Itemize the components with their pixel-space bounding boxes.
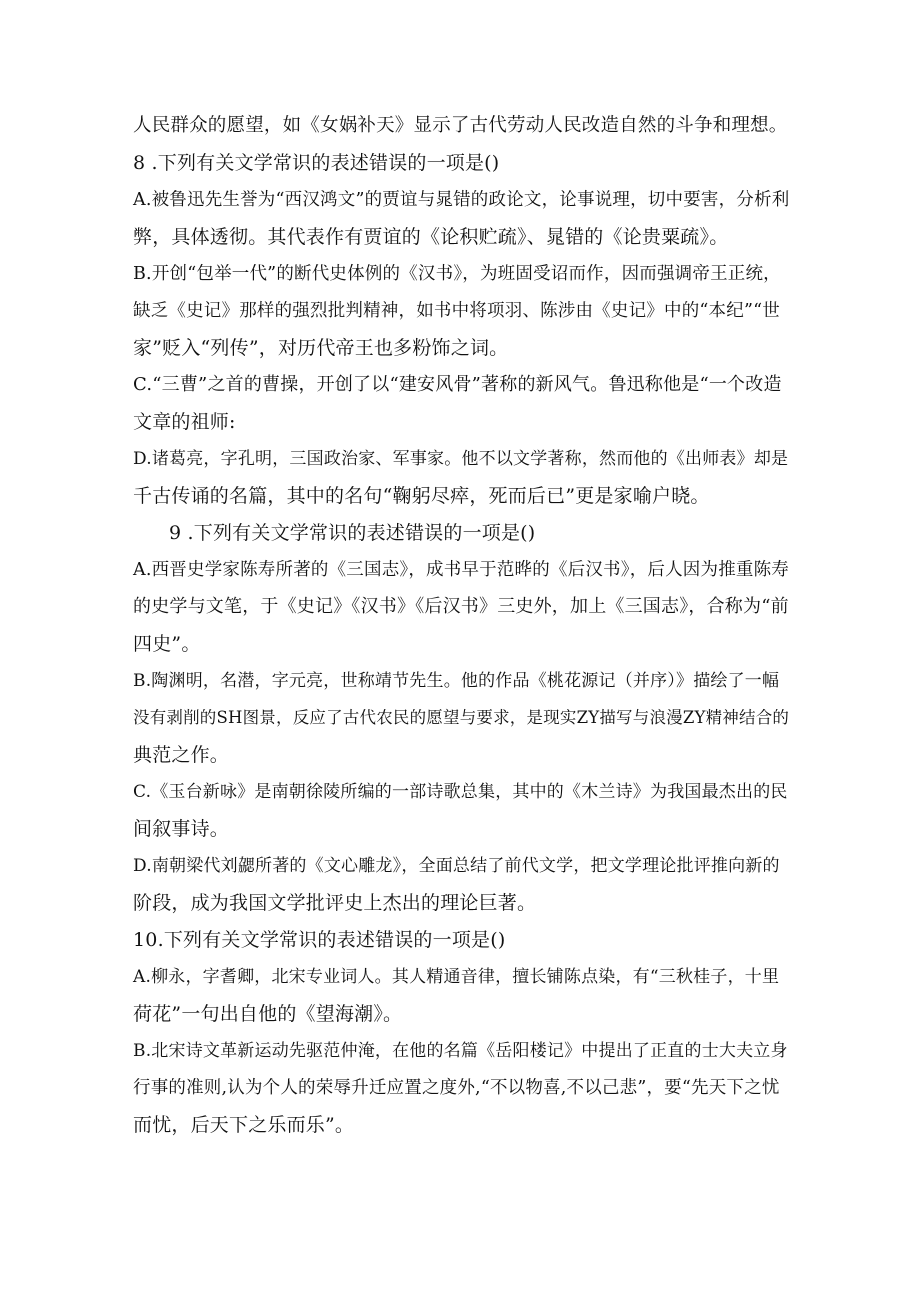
question-8-option-d: D.诸葛亮，字孔明，三国政治家、军事家。他不以文学著称，然而他的《出师表》却是 [133, 449, 789, 469]
text-line: 阶段，成为我国文学批评史上杰出的理论巨著。 [133, 892, 537, 914]
question-9-option-b: B.陶渊明，名潜，字元亮，世称靖节先生。他的作品《桃花源记（并序）》描绘了一幅 [133, 671, 780, 691]
question-8-option-a: A.被鲁迅先生誉为“西汉鸿文”的贾谊与晁错的政论文，论事说理，切中要害，分析利 [133, 190, 790, 210]
text-line: 千古传诵的名篇，其中的名句“鞠躬尽瘁，死而后已”更是家喻户晓。 [133, 485, 710, 507]
text-line: 荷花”一句出自他的《望海潮》。 [133, 1003, 403, 1025]
text-line: 家”贬入“列传”，对历代帝王也多粉饰之词。 [133, 337, 509, 359]
question-8-stem: 8 .下列有关文学常识的表述错误的一项是() [133, 152, 500, 174]
question-10-stem: 10.下列有关文学常识的表述错误的一项是() [133, 929, 506, 951]
text-line: 四史”。 [133, 633, 201, 655]
text-line: 的史学与文笔，于《史记》《汉书》《后汉书》三史外，加上《三国志》，合称为“前 [133, 596, 789, 617]
text-line: 没有剥削的SH图景，反应了古代农民的愿望与要求，是现实ZY描写与浪漫ZY精神结合的 [133, 708, 790, 727]
question-8-option-c: C.“三曹”之首的曹操，开创了以“建安风骨”著称的新风气。鲁迅称他是“一个改造 [133, 374, 782, 395]
question-8-option-b: B.开创“包举一代”的断代史体例的《汉书》，为班固受诏而作，因而强调帝王正统， [133, 264, 781, 284]
question-9-option-c: C.《玉台新咏》是南朝徐陵所编的一部诗歌总集，其中的《木兰诗》为我国最杰出的民 [133, 782, 788, 802]
text-line: 行事的准则,认为个人的荣辱升迁应置之度外,“不以物喜,不以己悲”，要“先天下之忧 [133, 1078, 780, 1098]
question-10-option-b: B.北宋诗文革新运动先驱范仲淹，在他的名篇《岳阳楼记》中提出了正直的士大夫立身 [133, 1041, 788, 1061]
text-line: 文章的祖师: [133, 411, 236, 433]
text-line: 典范之作。 [133, 744, 230, 766]
text-line: 而忧，后天下之乐而乐”。 [133, 1114, 355, 1136]
question-9-option-a: A.西晋史学家陈寿所著的《三国志》，成书早于范晔的《后汉书》，后人因为推重陈寿 [133, 560, 789, 580]
question-10-option-a: A.柳永，字耆卿，北宋专业词人。其人精通音律，擅长铺陈点染，有“三秋桂子，十里 [133, 967, 780, 987]
text-line: 缺乏《史记》那样的强烈批判精神，如书中将项羽、陈涉由《史记》中的“本纪”“世 [133, 301, 780, 321]
question-9-option-d: D.南朝梁代刘勰所著的《文心雕龙》，全面总结了前代文学，把文学理论批评推向新的 [133, 856, 780, 876]
text-line: 弊，具体透彻。其代表作有贾谊的《论积贮疏》、晁错的《论贵粟疏》。 [133, 226, 729, 248]
text-line: 人民群众的愿望，如《女娲补天》显示了古代劳动人民改造自然的斗争和理想。 [133, 115, 788, 136]
question-9-stem: 9 .下列有关文学常识的表述错误的一项是() [169, 522, 536, 544]
text-line: 间叙事诗。 [133, 818, 230, 840]
